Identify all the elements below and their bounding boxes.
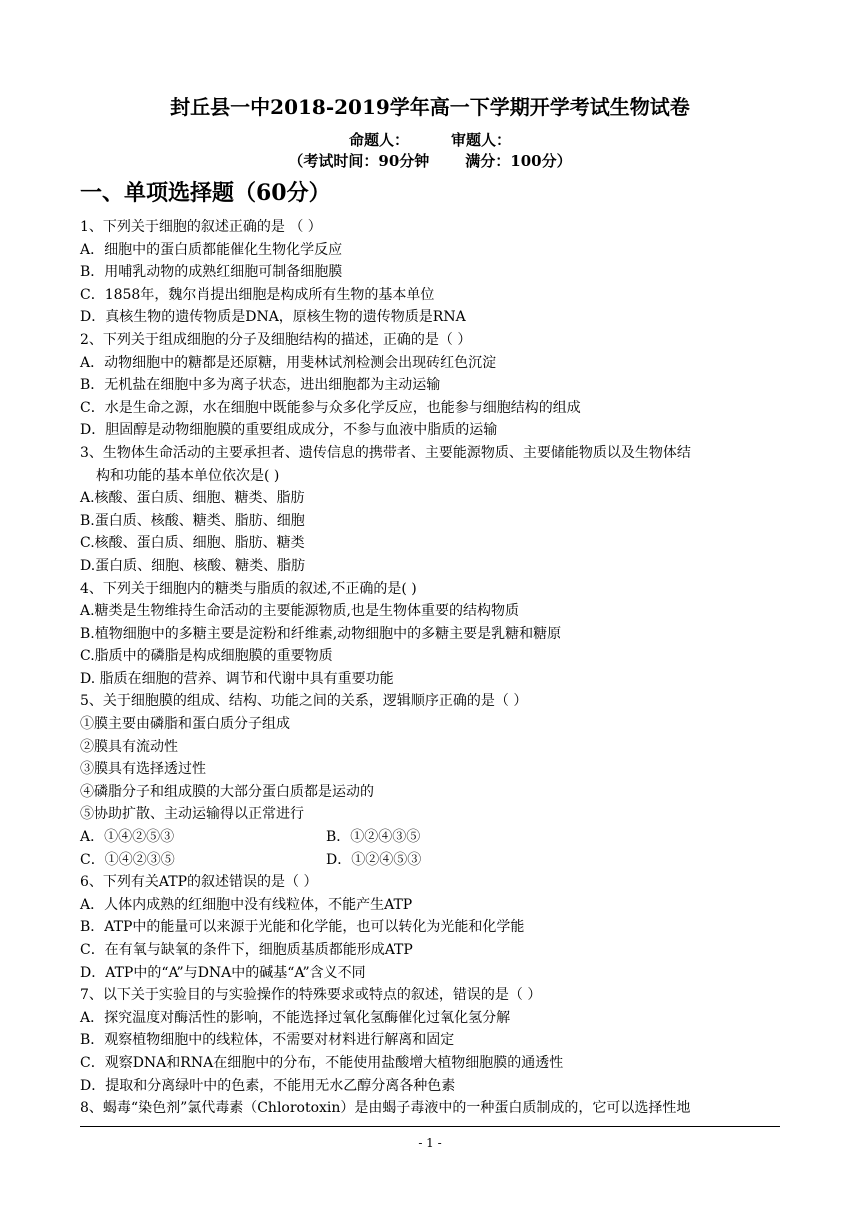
option-a: A．①④②⑤③ (80, 829, 175, 846)
option-line: B.植物细胞中的多糖主要是淀粉和纤维素,动物细胞中的多糖主要是乳糖和糖原 (80, 625, 562, 642)
option-line: C.脂质中的磷脂是构成细胞膜的重要物质 (80, 648, 333, 665)
question-7: 7、以下关于实验目的与实验操作的特殊要求或特点的叙述，错误的是（ ） (80, 987, 542, 1004)
option-line: C．水是生命之源，水在细胞中既能参与众多化学反应，也能参与细胞结构的组成 (80, 399, 581, 416)
exam-time: （考试时间：90分钟 (288, 152, 430, 170)
option-line: D．胆固醇是动物细胞膜的重要组成成分，不参与血液中脂质的运输 (80, 422, 498, 439)
option-line: B．无机盐在细胞中多为离子状态，进出细胞都为主动运输 (80, 377, 441, 394)
option-line: A．探究温度对酶活性的影响，不能选择过氧化氢酶催化过氧化氢分解 (80, 1009, 511, 1026)
question-2: 2、下列关于组成细胞的分子及细胞结构的描述，正确的是（ ） (80, 331, 472, 348)
question-1: 1、下列关于细胞的叙述正确的是 （ ） (80, 219, 322, 235)
reviewer-label: 审题人： (451, 131, 512, 149)
option-line: A.核酸、蛋白质、细胞、糖类、脂肪 (80, 490, 305, 507)
option-line: A.糖类是生物维持生命活动的主要能源物质,也是生物体重要的结构物质 (80, 603, 520, 620)
option-c: C．①④②③⑤ (80, 851, 175, 868)
exam-title: 封丘县一中2018-2019学年高一下学期开学考试生物试卷 (170, 95, 690, 119)
question-6: 6、下列有关ATP的叙述错误的是（ ） (80, 874, 318, 891)
statement-line: ⑤协助扩散、主动运输得以正常进行 (80, 806, 304, 823)
option-b: B．①②④③⑤ (326, 829, 421, 846)
statement-line: ③膜具有选择透过性 (80, 761, 206, 778)
proposer-label: 命题人： (348, 131, 409, 149)
option-row (80, 826, 785, 849)
option-line: A．细胞中的蛋白质都能催化生物化学反应 (80, 241, 343, 258)
question-3: 3、生物体生命活动的主要承担者、遗传信息的携带者、主要能源物质、主要储能物质以及生物体结 (80, 444, 691, 461)
question-8: 8、蝎毒“染色剂”氯代毒素（Chlorotoxin）是由蝎子毒液中的一种蛋白质制成的，它可以选择性地 (80, 1100, 691, 1117)
question-5: 5、关于细胞膜的组成、结构、功能之间的关系，逻辑顺序正确的是（ ） (80, 693, 528, 710)
option-line: C．1858年，魏尔肖提出细胞是构成所有生物的基本单位 (80, 286, 435, 303)
page-number: - 1 - (418, 1136, 442, 1150)
option-line: B．ATP中的能量可以来源于光能和化学能，也可以转化为光能和化学能 (80, 919, 525, 936)
option-line: D．真核生物的遗传物质是DNA，原核生物的遗传物质是RNA (80, 309, 466, 326)
option-line: D.蛋白质、细胞、核酸、糖类、脂肪 (80, 557, 306, 574)
full-score: 满分：100分） (465, 152, 572, 170)
option-row (80, 849, 785, 872)
question-3-continued: 构和功能的基本单位依次是( ) (96, 467, 280, 484)
footer-divider (80, 1126, 780, 1127)
question-list (80, 216, 785, 1120)
option-line: D．ATP中的“A”与DNA中的碱基“A”含义不同 (80, 964, 366, 981)
option-line: A．动物细胞中的糖都是还原糖，用斐林试剂检测会出现砖红色沉淀 (80, 354, 497, 371)
option-line: C．在有氧与缺氧的条件下，细胞质基质都能形成ATP (80, 942, 413, 958)
question-4: 4、下列关于细胞内的糖类与脂质的叙述,不正确的是( ) (80, 580, 417, 597)
option-line: C.核酸、蛋白质、细胞、脂肪、糖类 (80, 535, 305, 552)
exam-info-line (0, 151, 860, 171)
option-line: D. 脂质在细胞的营养、调节和代谢中具有重要功能 (80, 670, 394, 687)
option-d: D．①②④⑤③ (326, 851, 422, 868)
option-line: D．提取和分离绿叶中的色素，不能用无水乙醇分离各种色素 (80, 1077, 456, 1094)
option-line: A．人体内成熟的红细胞中没有线粒体，不能产生ATP (80, 896, 413, 913)
statement-line: ②膜具有流动性 (80, 738, 178, 755)
statement-line: ④磷脂分子和组成膜的大部分蛋白质都是运动的 (80, 783, 374, 800)
option-line: B．用哺乳动物的成熟红细胞可制备细胞膜 (80, 264, 343, 281)
section-heading: 一、单项选择题（60分） (80, 180, 331, 206)
option-line: B．观察植物细胞中的线粒体，不需要对材料进行解离和固定 (80, 1032, 455, 1049)
statement-line: ①膜主要由磷脂和蛋白质分子组成 (80, 716, 290, 733)
author-line (0, 130, 860, 150)
option-line: C．观察DNA和RNA在细胞中的分布，不能使用盐酸增大植物细胞膜的通透性 (80, 1054, 564, 1071)
option-line: B.蛋白质、核酸、糖类、脂肪、细胞 (80, 512, 305, 529)
